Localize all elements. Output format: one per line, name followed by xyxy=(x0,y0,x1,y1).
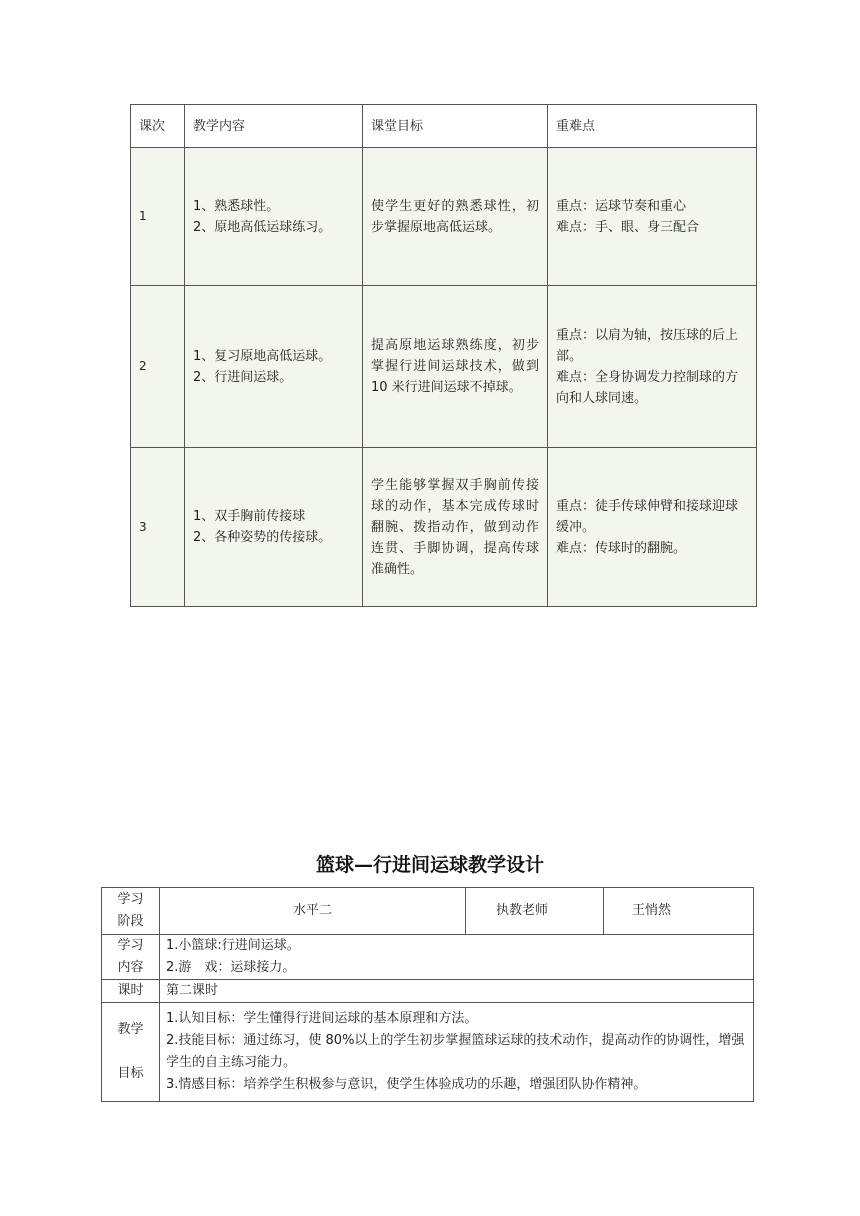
teacher-label: 执教老师 xyxy=(466,888,604,935)
table-row xyxy=(131,148,757,286)
content-line: 1、复习原地高低运球。 xyxy=(193,348,332,364)
lesson-keypoints xyxy=(548,148,757,286)
content-line: 2、行进间运球。 xyxy=(193,369,293,385)
lesson-content xyxy=(185,148,363,286)
content-item: 2.游 戏：运球接力。 xyxy=(166,960,296,975)
content-line: 1、双手胸前传接球 xyxy=(193,509,306,524)
teaching-design-table xyxy=(101,887,754,1102)
content-list xyxy=(160,935,754,980)
header-cell: 课次 xyxy=(131,105,185,148)
lesson-content xyxy=(185,286,363,448)
key-line: 重点：以肩为轴，按压球的后上部。 xyxy=(556,327,739,364)
period-value: 第二课时 xyxy=(160,980,754,1003)
key-line: 难点：传球时的翻腕。 xyxy=(556,540,687,556)
table-row xyxy=(131,286,757,448)
goal-item: 2.技能目标：通过练习，使 80%以上的学生初步掌握篮球运球的技术动作，提高动作的协调性，增强学生的自主练习能力。 xyxy=(166,1033,745,1070)
lesson-number: 1 xyxy=(131,148,185,286)
lesson-goal: 使学生更好的熟悉球性，初步掌握原地高低运球。 xyxy=(363,148,548,286)
goal-item: 1.认知目标：学生懂得行进间运球的基本原理和方法。 xyxy=(166,1011,478,1026)
document-title: 篮球—行进间运球教学设计 xyxy=(315,854,544,876)
lesson-number: 3 xyxy=(131,448,185,607)
header-cell: 重难点 xyxy=(548,105,757,148)
header-cell: 课堂目标 xyxy=(363,105,548,148)
key-line: 难点：手、眼、身三配合 xyxy=(556,219,700,235)
stage-value: 水平二 xyxy=(160,888,466,935)
content-item: 1.小篮球:行进间运球。 xyxy=(166,938,300,953)
lesson-keypoints xyxy=(548,448,757,607)
content-line: 1、熟悉球性。 xyxy=(193,198,280,214)
table-row xyxy=(102,888,754,935)
lesson-goal: 提高原地运球熟练度，初步掌握行进间运球技术，做到 10 米行进间运球不掉球。 xyxy=(363,286,548,448)
table-row xyxy=(102,935,754,980)
key-line: 重点：运球节奏和重心 xyxy=(556,198,687,214)
lesson-keypoints xyxy=(548,286,757,448)
stage-label: 学习 阶段 xyxy=(102,888,160,935)
content-line: 2、各种姿势的传接球。 xyxy=(193,530,332,545)
content-label: 学习 内容 xyxy=(102,935,160,980)
lesson-plan-table xyxy=(130,104,757,607)
table-header-row xyxy=(131,105,757,148)
header-cell: 教学内容 xyxy=(185,105,363,148)
key-line: 难点：全身协调发力控制球的方向和人球同速。 xyxy=(556,369,739,406)
content-line: 2、原地高低运球练习。 xyxy=(193,219,332,235)
lesson-content xyxy=(185,448,363,607)
table-row xyxy=(102,1003,754,1102)
table-row xyxy=(102,980,754,1003)
goal-list xyxy=(160,1003,754,1102)
teacher-name: 王悄然 xyxy=(604,888,754,935)
table-row xyxy=(131,448,757,607)
lesson-number: 2 xyxy=(131,286,185,448)
lesson-goal: 学生能够掌握双手胸前传接球的动作，基本完成传球时翻腕、拨指动作，做到动作连贯、手脚协调，提高传球准确性。 xyxy=(363,448,548,607)
goal-item: 3.情感目标：培养学生积极参与意识，使学生体验成功的乐趣，增强团队协作精神。 xyxy=(166,1077,647,1092)
period-label: 课时 xyxy=(102,980,160,1003)
key-line: 重点：徒手传球伸臂和接球迎球缓冲。 xyxy=(556,498,739,535)
goal-label: 教学 目标 xyxy=(102,1003,160,1102)
